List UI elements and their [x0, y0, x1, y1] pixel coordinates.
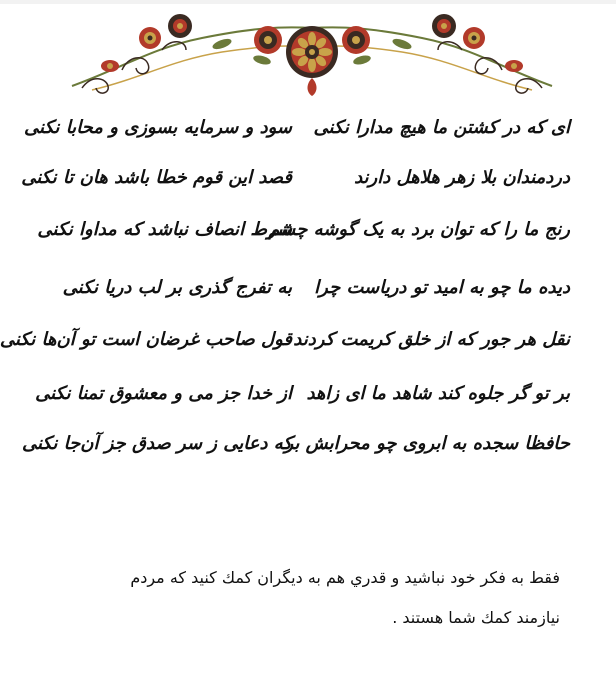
hemistich-right: بر تو گر جلوه کند شاهد ما ای زاهد [306, 383, 570, 404]
hemistich-left: سود و سرمایه بسوزی و محابا نکنی [24, 117, 292, 138]
couplet [21, 158, 570, 198]
hemistich-left: قصد این قوم خطا باشد هان تا نکنی [21, 167, 292, 188]
couplet [21, 424, 570, 464]
hemistich-left: که دعایی ز سر صدق جز آن‌جا نکنی [21, 433, 292, 454]
hemistich-left: شرط انصاف نباشد که مداوا نکنی [37, 219, 292, 240]
poem [0, 108, 570, 478]
floral-ornament-icon [62, 8, 562, 98]
hemistich-left: قول صاحب غرضان است تو آن‌ها نکنی [0, 329, 292, 350]
hemistich-right: دیده ما چو به امید تو دریاست چرا [314, 277, 570, 298]
couplet [60, 268, 570, 308]
hemistich-right: دردمندان بلا زهر هلاهل دارند [354, 167, 570, 188]
couplet [0, 320, 570, 360]
hemistich-left: از خدا جز می و معشوق تمنا نکنی [35, 383, 292, 404]
hemistich-right: رنج ما را که توان برد به یک گوشه چشم [268, 219, 570, 240]
couplet [37, 210, 570, 250]
hemistich-right: ای که در کشتن ما هیچ مدارا نکنی [313, 117, 570, 138]
note-text [40, 558, 560, 638]
couplet [24, 108, 570, 148]
couplet [35, 374, 570, 414]
hemistich-left: به تفرج گذری بر لب دریا نکنی [62, 277, 292, 298]
note-line-2: نيازمند كمك شما هستند . [392, 608, 560, 627]
hemistich-right: نقل هر جور که از خلق کریمت کردند [293, 329, 570, 350]
note-line-1: فقط به فكر خود نباشيد و قدري هم به ديگران كمك كنيد كه مردم [130, 568, 560, 587]
top-border [0, 0, 616, 4]
hemistich-right: حافظا سجده به ابروی چو محرابش بر [284, 433, 570, 454]
